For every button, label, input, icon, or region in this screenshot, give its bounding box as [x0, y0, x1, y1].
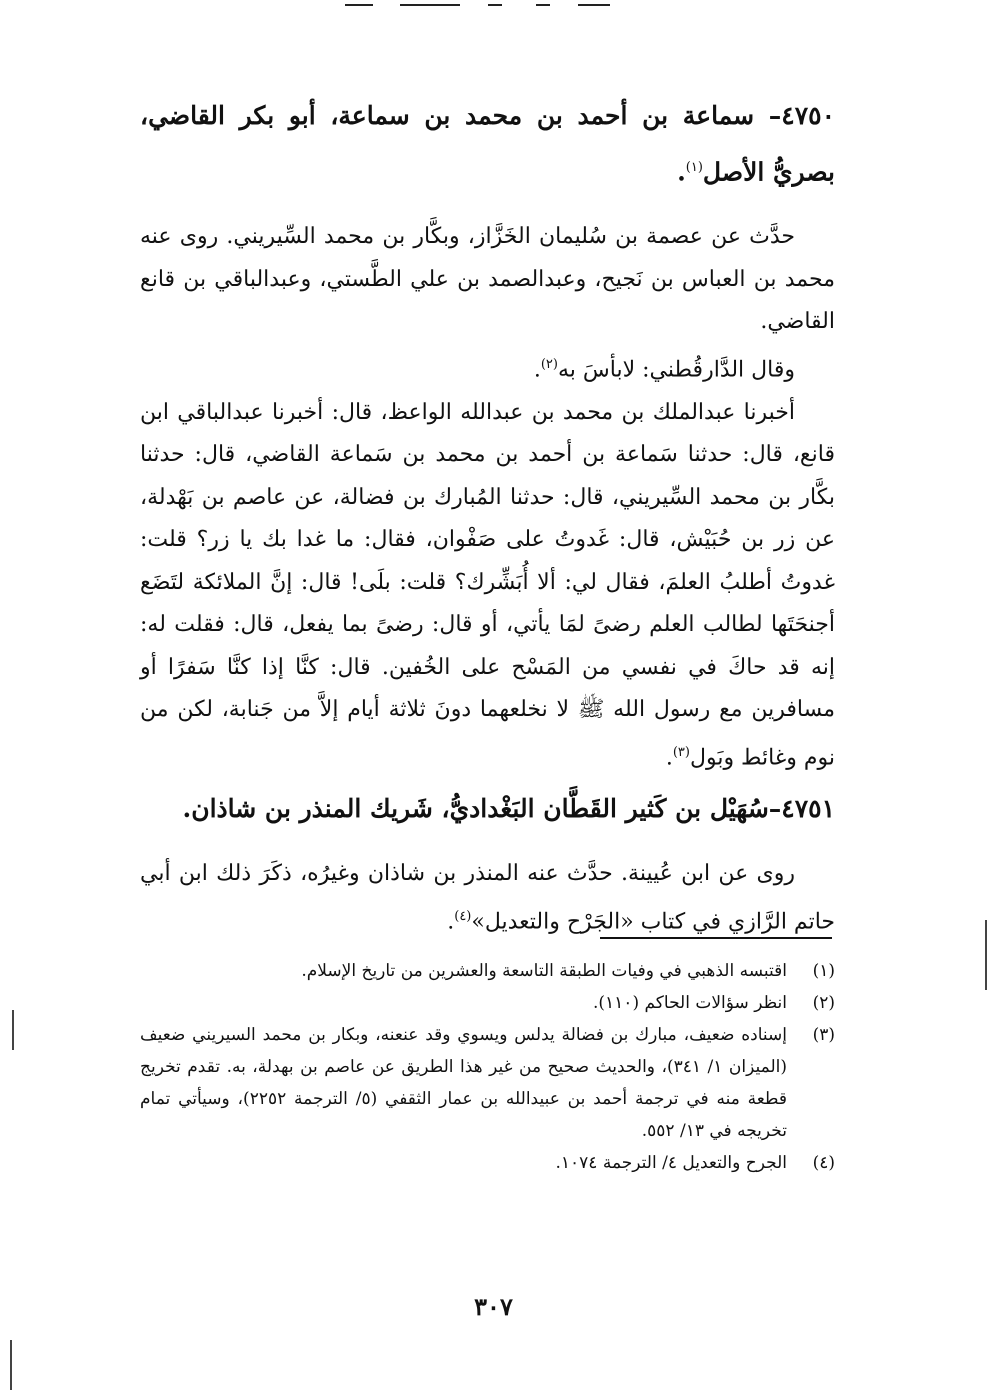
entry-heading	[140, 90, 835, 198]
paragraph-text: روى عن ابن عُيينة. حدَّث عنه المنذر بن شاذان وغيرُه، ذكَرَ ذلك ابن أبي حاتم الرَّازي في كتاب «الجَرْح والتعديل»	[140, 861, 835, 935]
footnote-ref: (١)	[685, 160, 703, 175]
heading-end: .	[677, 157, 686, 187]
paragraph-end: .	[665, 744, 673, 770]
page-number: ٣٠٧	[474, 1292, 513, 1321]
paragraph-text: حدَّث عن عصمة بن سُليمان الخَزَّاز، وبكَّار بن محمد السِّيريني. روى عنه محمد بن العباس بن نَجيح، وعبدالصمد بن علي الطَّستي، وعبدالباقي بن قانع القاضي.	[140, 224, 835, 335]
footnote-ref: (٤)	[454, 908, 472, 924]
footnote-text: انظر سؤالات الحاكم (١١٠).	[593, 993, 787, 1013]
scan-mark	[536, 4, 550, 6]
footnote-text: إسناده ضعيف، مبارك بن فضالة يدلس ويسوي وقد عنعنه، وبكار بن محمد السيريني ضعيف (الميزان ١/ ٣٤١)، والحديث صحيح من غير هذا الطريق عن عاصم بن بهدلة، به. تقدم تخريج قطعة منه في ترجمة أحمد بن عبيدالله بن عمار الثقفي (٥/ الترجمة ٢٢٥٢)، وسيأتي تمام تخريجه في ١٣/ ٥٥٢.	[140, 1025, 788, 1141]
footnote	[140, 1019, 835, 1147]
footnote-ref: (٣)	[672, 744, 690, 760]
scan-mark	[488, 4, 502, 6]
entry-number: ٤٧٥٠	[781, 101, 835, 130]
paragraph-end: .	[447, 909, 455, 935]
entry-heading	[140, 783, 835, 835]
entry-number: ٤٧٥١	[781, 794, 835, 824]
paragraph-text: أخبرنا عبدالملك بن محمد بن عبدالله الواعظ، قال: أخبرنا عبدالباقي ابن قانع، قال: حدثنا سَماعة بن أحمد بن محمد بن سَماعة القاضي، قال: حدثنا بكَّار بن محمد السِّيريني، قال: حدثنا المُبارك بن فضالة، عن عاصم بن بَهْدلة، عن زر بن حُبَيْش، قال: غَدوتُ على صَفْوان، فقال: ما غدا بك يا زر؟ قلت: غدوتُ أطلبُ العلمَ، فقال لي: ألا أُبَشِّرك؟ قلت: بلَى! قال: إنَّ الملائكة لتَضَع أجنحَتَها لطالب العلم رضىً لمَا يأتي، أو قال: رضىً بما يفعل، قال: فقلت له: إنه قد حاكَ في نفسي من المَسْح على الخُفين. قال: كنَّا إذا كنَّا سَفرًا أو مسافرين مع رسول الله ﷺ لا نخلعهما دونَ ثلاثة أيام إلاَّ من جَنابة، لكن من نوم وغائط وبَول	[140, 399, 835, 770]
scan-edge-line	[12, 1010, 14, 1050]
top-scan-marks	[0, 0, 987, 12]
scan-edge-line	[10, 1340, 12, 1390]
paragraph-text: وقال الدَّارقُطني: لابأسَ به	[557, 357, 795, 383]
scan-mark	[400, 4, 460, 6]
scan-mark	[345, 4, 373, 6]
paragraph	[140, 344, 835, 392]
paragraph	[140, 853, 835, 943]
page-body	[140, 90, 835, 944]
paragraph-end: .	[533, 357, 541, 383]
footnote	[140, 955, 835, 987]
footnote-text: اقتبسه الذهبي في وفيات الطبقة التاسعة والعشرين من تاريخ الإسلام.	[301, 961, 787, 981]
footnote-divider	[600, 937, 832, 939]
footnote-number: (٣)	[812, 1025, 835, 1045]
entry-heading-text: –سُهَيْل بن كَثير القَطَّان البَغْداديُّ، شَريك المنذر بن شاذان.	[182, 794, 782, 824]
footnote	[140, 987, 835, 1019]
footnotes	[140, 955, 835, 1179]
scan-mark	[578, 4, 610, 6]
footnote-number: (١)	[812, 961, 835, 981]
footnote	[140, 1147, 835, 1179]
footnote-number: (٤)	[812, 1153, 835, 1173]
footnote-text: الجرح والتعديل ٤/ الترجمة ١٠٧٤.	[555, 1153, 787, 1173]
footnote-number: (٢)	[812, 993, 835, 1013]
entry-heading-text: – سماعة بن أحمد بن محمد بن سماعة، أبو بكر القاضي، بصريُّ الأصل	[140, 101, 835, 187]
footnote-ref: (٢)	[540, 356, 558, 372]
paragraph	[140, 392, 835, 780]
paragraph	[140, 216, 835, 344]
